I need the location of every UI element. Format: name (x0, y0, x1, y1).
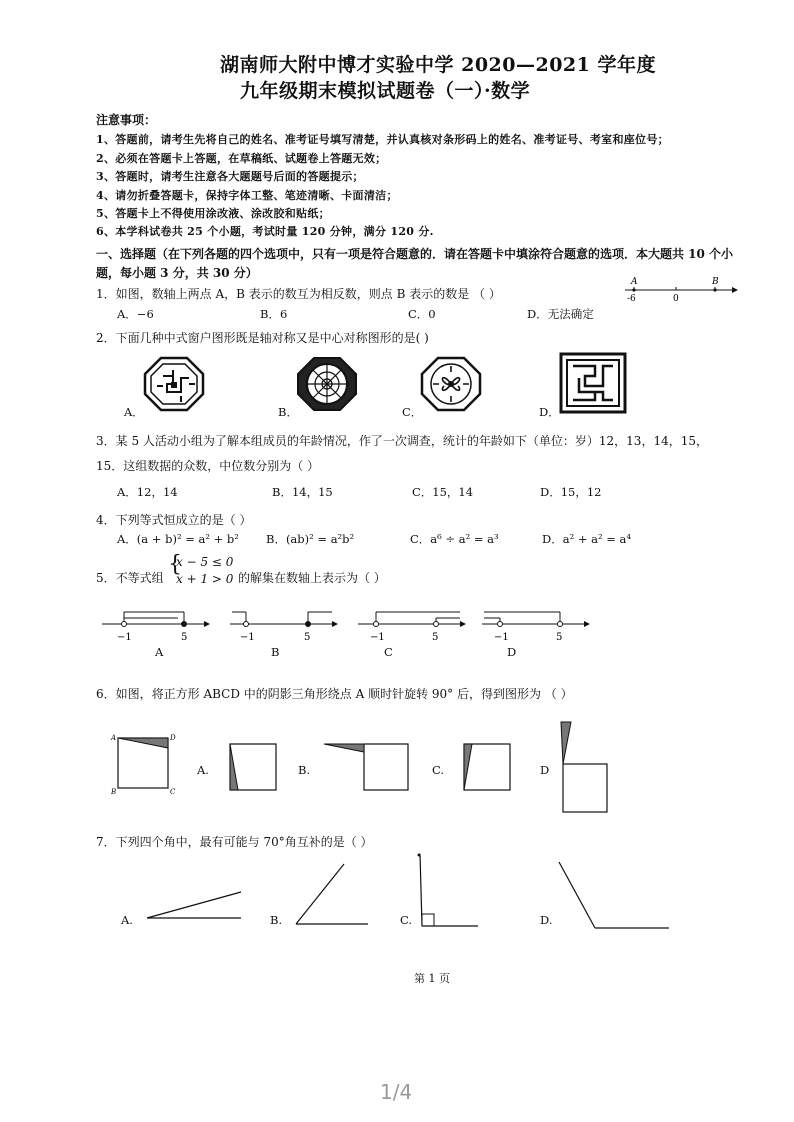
q5d-tick-right: 5 (556, 632, 563, 643)
q4-option-a[interactable]: A．(a + b)² = a² + b² (117, 532, 239, 546)
q5-brace: { (168, 552, 182, 577)
q5-option-b-label[interactable]: B (271, 645, 280, 659)
q5-option-a-figure[interactable] (100, 604, 212, 644)
q1-option-d[interactable]: D．无法确定 (527, 307, 594, 321)
q1-number-line-figure (620, 275, 740, 305)
q4-option-b[interactable]: B．(ab)² = a²b² (266, 532, 355, 546)
question-3-line1: 3．某 5 人活动小组为了解本组成员的年龄情况，作了一次调查，统计的年龄如下（单位：岁）12，13，14，15， (96, 434, 708, 448)
question-5-stem-suffix: 的解集在数轴上表示为（ ） (238, 571, 386, 585)
note-item: 4、请勿折叠答题卡，保持字体工整、笔迹清晰、卡面清洁； (96, 189, 398, 202)
q5-inequality-1: x − 5 ≤ 0 (176, 555, 234, 569)
note-item: 6、本学科试卷共 25 个小题，考试时量 120 分钟，满分 120 分. (96, 225, 434, 238)
note-item: 5、答题卡上不得使用涂改液、涂改胶和贴纸； (96, 207, 330, 220)
question-3-line2: 15．这组数据的众数，中位数分别为（ ） (96, 459, 320, 473)
q6-option-b-figure[interactable] (320, 738, 416, 800)
q2-option-d[interactable]: D． (539, 405, 560, 419)
q7-angle-a-figure[interactable] (145, 888, 245, 928)
q3-option-d[interactable]: D．15，12 (540, 485, 602, 499)
q6-option-a-label[interactable]: A. (197, 763, 209, 777)
q7-option-b-label[interactable]: B. (270, 913, 283, 927)
q5-option-d-label[interactable]: D (507, 645, 517, 659)
q4-option-c[interactable]: C．a⁶ ÷ a² = a³ (410, 532, 499, 546)
q5a-tick-left: −1 (117, 632, 132, 643)
q2-window-d-figure (560, 353, 626, 413)
q5b-tick-left: −1 (240, 632, 255, 643)
q5-option-c-figure[interactable] (356, 604, 468, 644)
q5-option-c-label[interactable]: C (384, 645, 393, 659)
q7-option-d-label[interactable]: D. (540, 913, 553, 927)
q1-point-b-label: B (712, 277, 719, 287)
q2-window-b-figure (296, 356, 358, 412)
q6-option-d-figure[interactable] (555, 720, 615, 822)
question-2-stem: 2．下面几种中式窗户图形既是轴对称又是中心对称图形的是( ) (96, 331, 429, 345)
q6-original-square-figure (110, 730, 176, 796)
note-item: 1、答题前，请考生先将自己的姓名、准考证号填写清楚，并认真核对条形码上的姓名、准考证号、考室和座位号； (96, 133, 669, 146)
q1-tick-o: 0 (673, 294, 679, 304)
q1-option-a[interactable]: A．−6 (117, 307, 154, 321)
q6-label-c: C (170, 788, 176, 796)
question-6-stem: 6．如图，将正方形 ABCD 中的阴影三角形绕点 A 顺时针旋转 90° 后，得到图形为 （ ） (96, 687, 573, 701)
q7-option-a-label[interactable]: A. (121, 913, 133, 927)
exam-title-line1: 湖南师大附中博才实验中学 2020—2021 学年度 (220, 54, 656, 76)
q6-option-d-label[interactable]: D (540, 763, 550, 777)
question-4-stem: 4．下列等式恒成立的是（ ） (96, 513, 252, 527)
section-heading-line2: 题，每小题 3 分，共 30 分） (96, 266, 258, 280)
page-number-label: 第 1 页 (414, 972, 450, 985)
q5c-tick-right: 5 (432, 632, 439, 643)
q1-option-b[interactable]: B．6 (260, 307, 288, 321)
q7-angle-b-figure[interactable] (292, 860, 372, 930)
q4-option-d[interactable]: D．a² + a² = a⁴ (542, 532, 632, 546)
q5a-tick-right: 5 (181, 632, 188, 643)
q6-option-a-figure[interactable] (224, 738, 284, 800)
q1-tick-a: -6 (627, 294, 636, 304)
q7-angle-d-figure[interactable] (555, 858, 675, 932)
exam-title-line2: 九年级期末模拟试题卷（一）·数学 (240, 80, 531, 102)
q5-option-a-label[interactable]: A (155, 645, 164, 659)
q6-label-b: B (111, 788, 117, 796)
note-item: 2、必须在答题卡上答题，在草稿纸、试题卷上答题无效； (96, 152, 387, 165)
q2-option-a[interactable]: A． (124, 405, 144, 419)
q6-option-b-label[interactable]: B. (298, 763, 311, 777)
q5-option-d-figure[interactable] (480, 604, 592, 644)
q1-point-a-label: A (631, 277, 638, 287)
notes-heading: 注意事项： (96, 113, 157, 127)
q5b-tick-right: 5 (304, 632, 311, 643)
q6-label-a: A (111, 734, 117, 742)
q5c-tick-left: −1 (370, 632, 385, 643)
q2-option-b[interactable]: B． (278, 405, 298, 419)
q6-option-c-figure[interactable] (458, 738, 518, 800)
q6-label-d: D (170, 734, 176, 742)
q6-option-c-label[interactable]: C. (432, 763, 445, 777)
q7-angle-c-figure[interactable] (412, 850, 482, 930)
section-heading-line1: 一、选择题（在下列各题的四个选项中，只有一项是符合题意的．请在答题卡中填涂符合题意的选项．本大题共 10 个小 (96, 247, 734, 261)
q5d-tick-left: −1 (494, 632, 509, 643)
q3-option-a[interactable]: A．12，14 (117, 485, 178, 499)
q2-option-c[interactable]: C． (402, 405, 423, 419)
q5-inequality-2: x + 1 > 0 (176, 572, 234, 586)
q3-option-c[interactable]: C．15，14 (412, 485, 474, 499)
question-5-stem-prefix: 5．不等式组 (96, 571, 164, 585)
q5-option-b-figure[interactable] (228, 604, 340, 644)
question-1-stem: 1．如图，数轴上两点 A，B 表示的数互为相反数，则点 B 表示的数是 （ ） (96, 287, 501, 301)
question-7-stem: 7．下列四个角中，最有可能与 70°角互补的是（ ） (96, 835, 373, 849)
q2-window-a-figure (143, 356, 205, 412)
note-item: 3、答题时，请考生注意各大题题号后面的答题提示； (96, 170, 364, 183)
q2-window-c-figure (420, 356, 482, 412)
page-indicator: 1/4 (380, 1080, 413, 1104)
q7-option-c-label[interactable]: C. (400, 913, 413, 927)
q3-option-b[interactable]: B．14，15 (272, 485, 333, 499)
q1-option-c[interactable]: C．0 (408, 307, 436, 321)
